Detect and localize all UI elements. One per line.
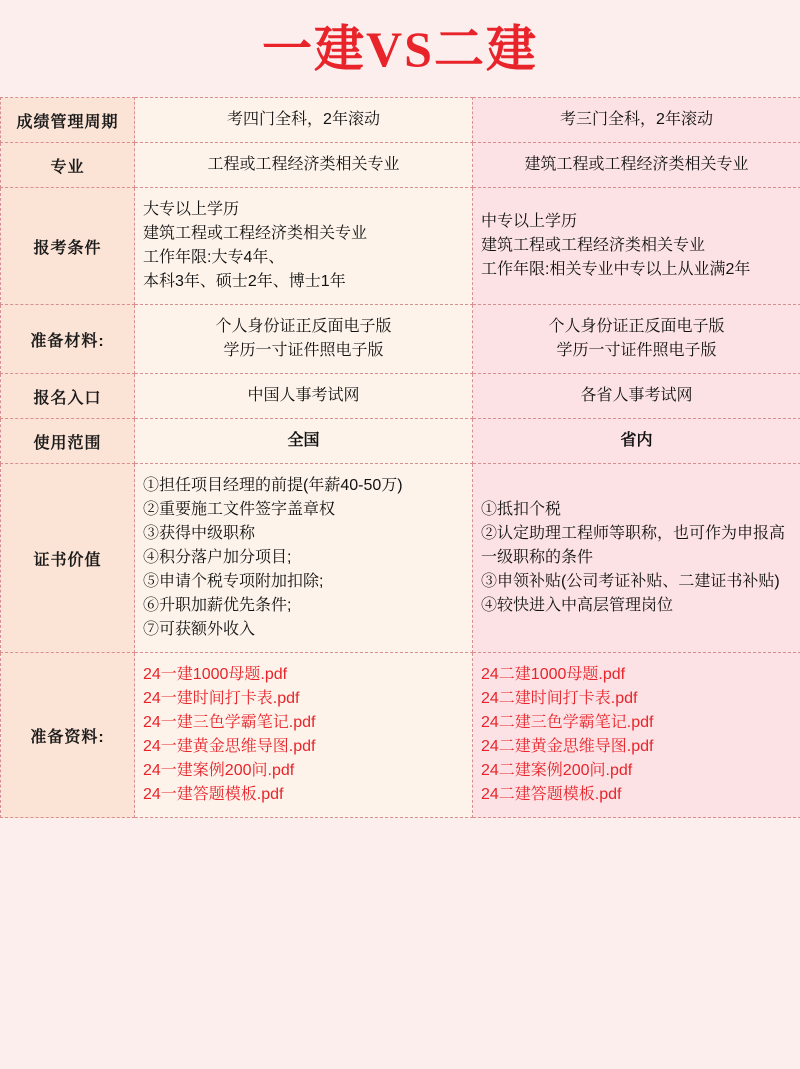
cell-line: 中专以上学历	[481, 213, 578, 230]
cell-line: 24二建1000母题.pdf	[481, 666, 626, 683]
cell-line: 全国	[287, 432, 320, 449]
cell-line: 考四门全科，2年滚动	[227, 111, 380, 128]
cell-line: ②重要施工文件签字盖章权	[143, 501, 336, 518]
cell-erjian	[473, 419, 800, 464]
cell-erjian	[473, 464, 800, 653]
page-title: 一建VS二建	[262, 20, 538, 77]
cell-line: ⑥升职加薪优先条件;	[143, 597, 292, 614]
cell-line: 建筑工程或工程经济类相关专业	[524, 156, 749, 173]
cell-erjian	[473, 305, 800, 374]
cell-line: 个人身份证正反面电子版	[548, 318, 725, 335]
cell-yijian	[135, 419, 473, 464]
table-body	[1, 98, 800, 818]
cell-line: ⑦可获额外收入	[143, 621, 256, 638]
table-row	[1, 188, 800, 305]
row-label: 报名入口	[1, 374, 135, 419]
cell-line: 24一建答题模板.pdf	[143, 786, 284, 803]
cell-yijian	[135, 305, 473, 374]
cell-line: 24一建三色学霸笔记.pdf	[143, 714, 316, 731]
cell-line: 24二建黄金思维导图.pdf	[481, 738, 654, 755]
cell-line: 24一建时间打卡表.pdf	[143, 690, 300, 707]
cell-line: 学历一寸证件照电子版	[556, 342, 717, 359]
cell-line: 工作年限:大专4年、	[143, 249, 285, 266]
table-row	[1, 464, 800, 653]
cell-line: 24一建黄金思维导图.pdf	[143, 738, 316, 755]
cell-yijian	[135, 464, 473, 653]
cell-line: 建筑工程或工程经济类相关专业	[143, 225, 368, 242]
table-row	[1, 305, 800, 374]
cell-line: 24二建三色学霸笔记.pdf	[481, 714, 654, 731]
table-row	[1, 98, 800, 143]
comparison-table	[0, 97, 800, 818]
cell-line: 24二建时间打卡表.pdf	[481, 690, 638, 707]
cell-yijian	[135, 98, 473, 143]
table-row	[1, 374, 800, 419]
table-row	[1, 653, 800, 818]
row-label: 成绩管理周期	[1, 98, 135, 143]
cell-line: ①抵扣个税	[481, 501, 562, 518]
row-label: 准备材料:	[1, 305, 135, 374]
cell-line: ③申领补贴(公司考证补贴、二建证书补贴)	[481, 573, 780, 590]
cell-line: 24一建1000母题.pdf	[143, 666, 288, 683]
cell-erjian	[473, 653, 800, 818]
title-bar	[0, 0, 800, 97]
cell-line: 24二建答题模板.pdf	[481, 786, 622, 803]
cell-line: 工程或工程经济类相关专业	[207, 156, 400, 173]
cell-line: 24一建案例200问.pdf	[143, 762, 295, 779]
cell-line: ②认定助理工程师等职称，也可作为申报高一级职称的条件	[481, 525, 786, 566]
table-row	[1, 143, 800, 188]
cell-erjian	[473, 374, 800, 419]
cell-line: 大专以上学历	[143, 201, 240, 218]
cell-line: 本科3年、硕士2年、博士1年	[143, 273, 346, 290]
row-label: 报考条件	[1, 188, 135, 305]
row-label: 证书价值	[1, 464, 135, 653]
cell-line: 24二建案例200问.pdf	[481, 762, 633, 779]
cell-line: 省内	[620, 432, 653, 449]
row-label: 专业	[1, 143, 135, 188]
cell-line: ⑤申请个税专项附加扣除;	[143, 573, 324, 590]
cell-line: 考三门全科，2年滚动	[560, 111, 713, 128]
cell-erjian	[473, 143, 800, 188]
row-label: 使用范围	[1, 419, 135, 464]
cell-yijian	[135, 374, 473, 419]
cell-line: ④积分落户加分项目;	[143, 549, 292, 566]
cell-line: ④较快进入中高层管理岗位	[481, 597, 674, 614]
cell-yijian	[135, 188, 473, 305]
cell-line: 各省人事考试网	[580, 387, 693, 404]
cell-erjian	[473, 98, 800, 143]
cell-yijian	[135, 653, 473, 818]
cell-line: ③获得中级职称	[143, 525, 256, 542]
cell-line: 建筑工程或工程经济类相关专业	[481, 237, 706, 254]
cell-line: 中国人事考试网	[247, 387, 360, 404]
cell-erjian	[473, 188, 800, 305]
cell-line: ①担任项目经理的前提(年薪40-50万)	[143, 477, 403, 494]
row-label: 准备资料:	[1, 653, 135, 818]
cell-line: 个人身份证正反面电子版	[215, 318, 392, 335]
cell-line: 学历一寸证件照电子版	[223, 342, 384, 359]
cell-yijian	[135, 143, 473, 188]
cell-line: 工作年限:相关专业中专以上从业满2年	[481, 261, 751, 278]
table-row	[1, 419, 800, 464]
